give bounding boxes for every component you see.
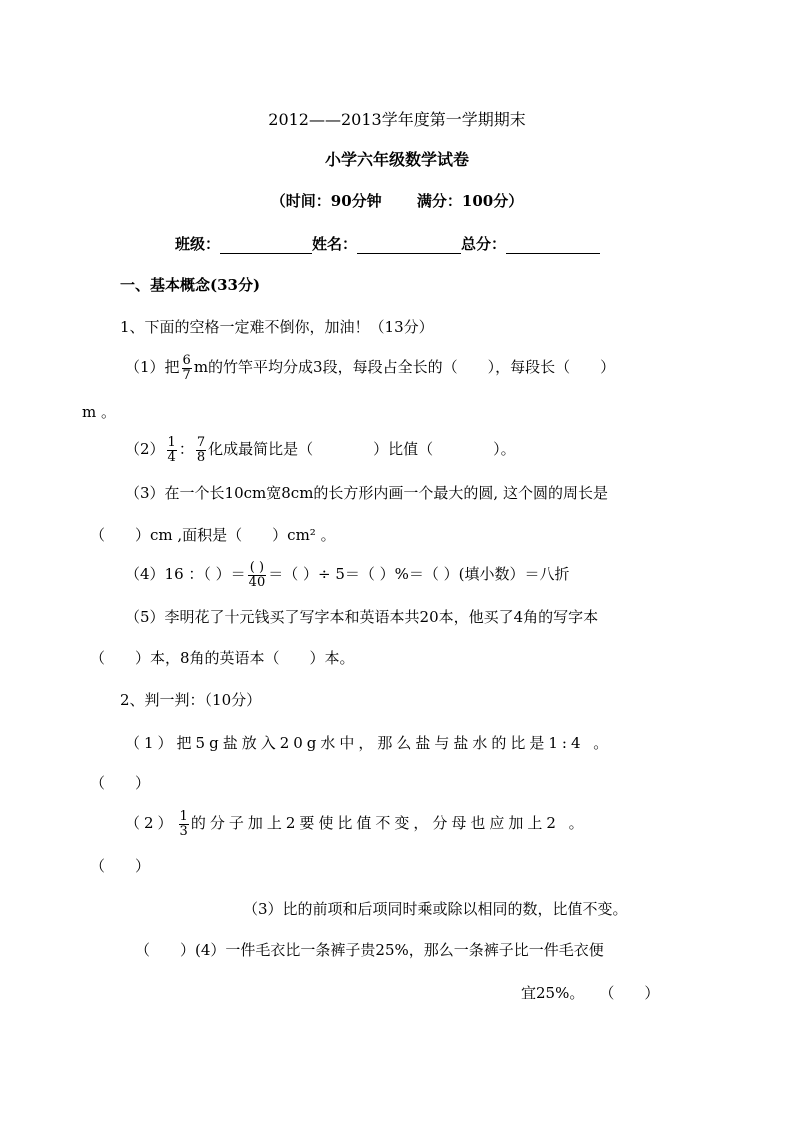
name-field[interactable] bbox=[357, 237, 461, 254]
q2-judge2-post: 的分子加上2要使比值不变，分母也应加上2 。 bbox=[190, 814, 588, 832]
q1-item4 bbox=[125, 557, 570, 591]
q2-judge2-line2: （ ） bbox=[90, 857, 151, 875]
fraction-7-8 bbox=[196, 436, 206, 465]
q2-judge2 bbox=[125, 806, 588, 840]
total-label: 总分： bbox=[461, 235, 507, 253]
section1-heading: 一、基本概念(33分) bbox=[120, 276, 261, 294]
q1-item5-line1: （5）李明花了十元钱买了写字本和英语本共20本，他买了4角的写字本 bbox=[125, 608, 599, 626]
q1-item4-post: ＝（ ）÷ 5＝（ ）%＝（ ）(填小数）＝八折 bbox=[268, 565, 570, 583]
q2-judge1-line1: （1）把5g盐放入20g水中，那么盐与盐水的比是1:4 。 bbox=[125, 734, 613, 752]
q1-item3-line1: （3）在一个长10cm宽8cm的长方形内画一个最大的圆, 这个圆的周长是 bbox=[125, 484, 608, 502]
student-info-row bbox=[175, 234, 600, 254]
ratio-colon: ： bbox=[178, 440, 194, 458]
exam-subtitle: 小学六年级数学试卷 bbox=[324, 150, 469, 169]
q1-item4-pre: （4）16 ：（ ）＝ bbox=[125, 565, 246, 583]
fraction-denominator: 4 bbox=[167, 449, 176, 465]
class-label: 班级： bbox=[175, 235, 221, 253]
time-info: （时间：90分钟 满分：100分） bbox=[270, 192, 524, 210]
q1-item1-pre: （1）把 bbox=[125, 358, 180, 376]
fraction-numerator: 7 bbox=[196, 434, 206, 450]
fraction-1-3 bbox=[179, 810, 189, 839]
q1-intro: 1、下面的空格一定难不倒你，加油！（13分） bbox=[120, 318, 434, 336]
fraction-numerator: 1 bbox=[167, 434, 176, 450]
q2-judge4-line1: （ ）(4）一件毛衣比一条裤子贵25%，那么一条裤子比一件毛衣便 bbox=[135, 941, 604, 959]
q2-intro: 2、判一判：（10分） bbox=[120, 691, 262, 709]
fraction-numerator: 1 bbox=[179, 808, 188, 824]
q1-item1 bbox=[125, 350, 615, 384]
q1-item2 bbox=[125, 432, 516, 466]
fraction-numerator: ( ) bbox=[248, 561, 267, 576]
exam-title: 2012——2013学年度第一学期期末 bbox=[268, 110, 526, 129]
q2-judge2-pre: （2） bbox=[125, 814, 177, 832]
q1-item5-line2: （ ）本，8角的英语本（ ）本。 bbox=[90, 649, 355, 667]
q1-item1-cont: m 。 bbox=[82, 403, 116, 421]
q2-judge1-line2: （ ） bbox=[90, 774, 151, 792]
q1-item3-line2: （ ）cm ,面积是（ ）cm² 。 bbox=[90, 526, 336, 544]
fraction-denominator: 7 bbox=[182, 367, 191, 383]
class-field[interactable] bbox=[220, 237, 312, 254]
total-field[interactable] bbox=[506, 237, 600, 254]
fraction-denominator: 40 bbox=[248, 574, 266, 590]
q1-item1-post: m的竹竿平均分成3段，每段占全长的（ ），每段长（ ） bbox=[193, 358, 616, 376]
name-label: 姓名： bbox=[312, 235, 358, 253]
fraction-denominator: 8 bbox=[196, 449, 206, 465]
fraction-1-4 bbox=[167, 436, 177, 465]
q2-judge3: （3）比的前项和后项同时乘或除以相同的数，比值不变。 bbox=[243, 900, 628, 918]
fraction-denominator: 3 bbox=[179, 823, 188, 839]
q1-item2-post: 化成最简比是（ ）比值（ ）。 bbox=[208, 440, 516, 458]
fraction-numerator: 6 bbox=[182, 352, 191, 368]
fraction-blank-40 bbox=[248, 561, 267, 590]
q2-judge4-line2: 宜25%。 （ ） bbox=[521, 984, 660, 1002]
q1-item2-pre: （2） bbox=[125, 440, 165, 458]
fraction-6-7 bbox=[182, 354, 192, 383]
